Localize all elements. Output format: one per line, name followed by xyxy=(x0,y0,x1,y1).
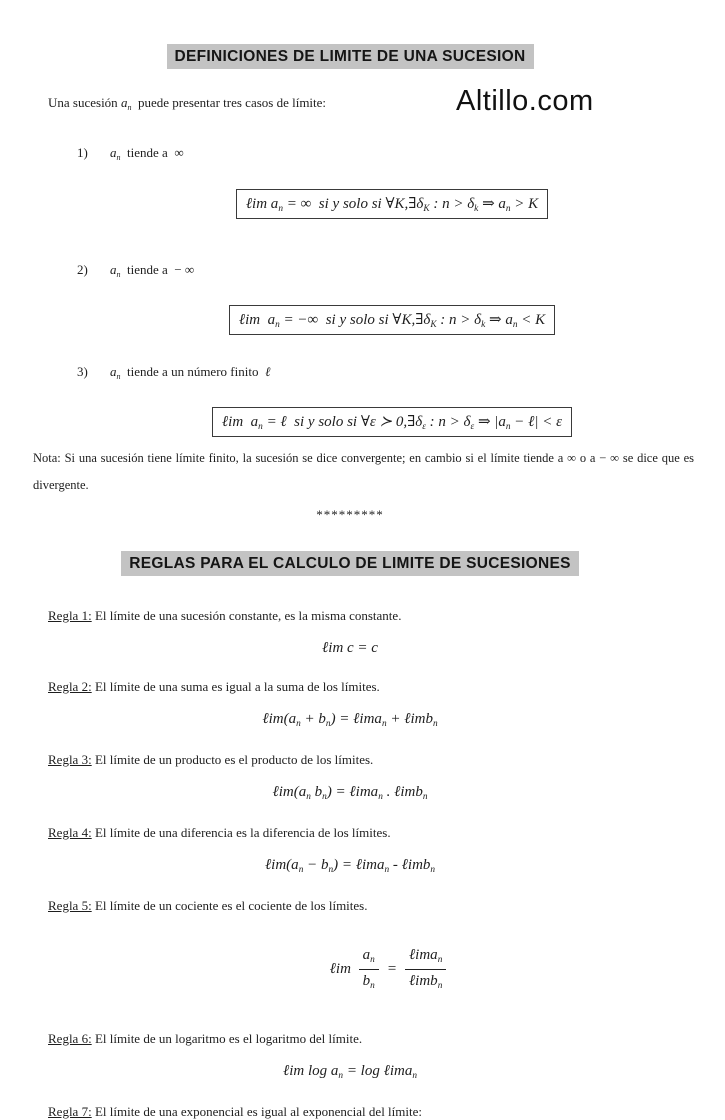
rule-label: Regla 2: xyxy=(48,679,92,694)
formula-box-1: ℓim an = ∞ si y solo si ∀K,∃δK : n > δk ⇒ an > K xyxy=(236,189,548,219)
rule-text: El límite de una sucesión constante, es la misma constante. xyxy=(91,608,402,623)
rule-6-formula: ℓim log an = log ℓiman xyxy=(282,1063,418,1081)
rule-4 xyxy=(0,825,700,876)
rule-label: Regla 3: xyxy=(48,752,92,767)
intro-paragraph: Una sucesión an puede presentar tres casos de límite: xyxy=(48,95,327,112)
fraction-denominator: ℓimbn xyxy=(408,973,443,991)
fraction-left xyxy=(359,947,379,992)
case-number: 1) xyxy=(77,145,88,160)
case-number: 3) xyxy=(77,364,88,379)
rule-text: El límite de una diferencia es la diferencia de los límites. xyxy=(91,825,391,840)
case-label: an tiende a ∞ xyxy=(110,145,184,162)
rule-4-formula: ℓim(an − bn) = ℓiman - ℓimbn xyxy=(264,857,436,875)
rule-label: Regla 4: xyxy=(48,825,92,840)
formula-box-3: ℓim an = ℓ si y solo si ∀ε ≻ 0,∃δε : n > δε ⇒ |an − ℓ| < ε xyxy=(212,407,572,437)
rule-text: El límite de un logaritmo es el logaritmo del límite. xyxy=(91,1031,363,1046)
rule-5 xyxy=(0,898,700,1009)
case-item-2 xyxy=(0,246,700,294)
rule-label: Regla 5: xyxy=(48,898,92,913)
rule-label: Regla 1: xyxy=(48,608,92,623)
note-paragraph: Nota: Si una sucesión tiene límite finito, la sucesión se dice convergente; en cambio si el límite tiende a ∞ o a − ∞ se dice que es divergente. xyxy=(33,451,694,492)
case-item-3 xyxy=(0,348,700,396)
rules-section xyxy=(0,608,700,1120)
case-number: 2) xyxy=(77,262,88,277)
fraction-numerator: ℓiman xyxy=(405,947,446,970)
fraction-lim-prefix: ℓim xyxy=(329,960,355,977)
fraction-right xyxy=(405,947,446,992)
rule-label: Regla 7: xyxy=(48,1104,92,1119)
rule-text: El límite de un producto es el producto de los límites. xyxy=(91,752,374,767)
rule-3 xyxy=(0,752,700,803)
rule-3-formula: ℓim(an bn) = ℓiman . ℓimbn xyxy=(272,784,428,802)
rule-text: El límite de una suma es igual a la suma de los límites. xyxy=(91,679,380,694)
rule-1-formula: ℓim c = c xyxy=(322,640,378,656)
rule-2 xyxy=(0,679,700,730)
rule-2-formula: ℓim(an + bn) = ℓiman + ℓimbn xyxy=(262,711,438,729)
rules-title: REGLAS PARA EL CALCULO DE LIMITE DE SUCESIONES xyxy=(121,551,579,576)
rule-label: Regla 6: xyxy=(48,1031,92,1046)
altillo-watermark: Altillo.com xyxy=(456,85,594,117)
definitions-title: DEFINICIONES DE LIMITE DE UNA SUCESION xyxy=(167,44,534,69)
case-label: an tiende a un número finito ℓ xyxy=(110,364,271,381)
rule-text: El límite de un cociente es el cociente de los límites. xyxy=(91,898,368,913)
rule-6 xyxy=(0,1031,700,1082)
rule-1 xyxy=(0,608,700,657)
rule-5-formula xyxy=(25,930,725,1009)
case-label: an tiende a − ∞ xyxy=(110,262,195,279)
case-item-1 xyxy=(0,129,700,177)
separator-stars: ********* xyxy=(316,507,384,522)
rule-7 xyxy=(0,1104,700,1120)
formula-box-2: ℓim an = −∞ si y solo si ∀K,∃δK : n > δk ⇒ an < K xyxy=(229,305,555,335)
equals-sign: = xyxy=(386,961,397,977)
fraction-denominator: bn xyxy=(362,973,375,991)
fraction-numerator: an xyxy=(359,947,379,970)
rule-text: El límite de una exponencial es igual al exponencial del límite: xyxy=(91,1104,422,1119)
